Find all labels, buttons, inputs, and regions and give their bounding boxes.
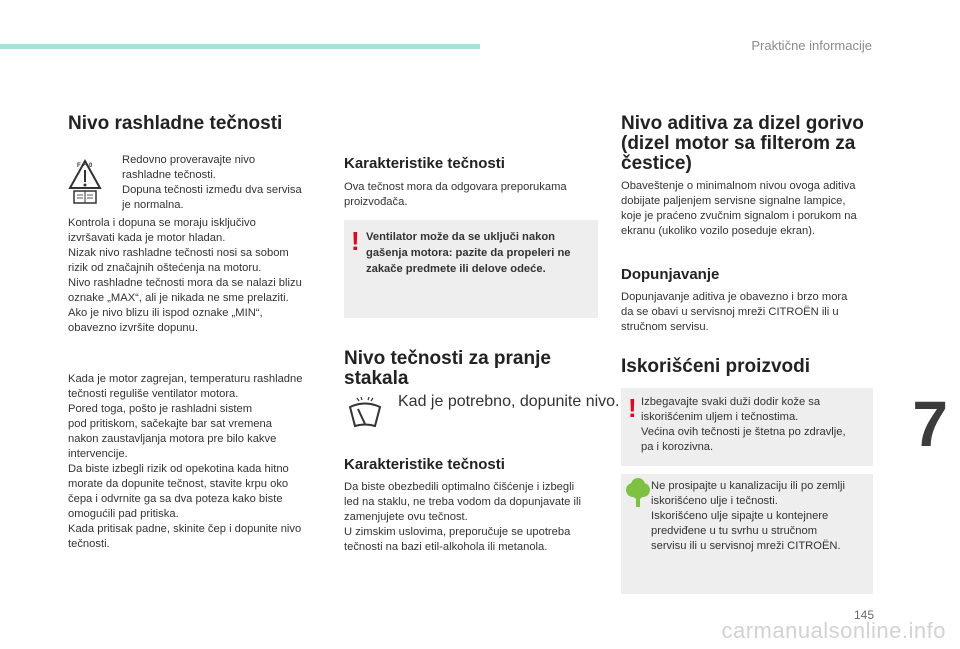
paragraph-line: omogućili pad pritiska. (68, 508, 179, 520)
paragraph-line: morate da dopunite tečnost, stavite krpu oko (68, 478, 289, 490)
warning-line: Ventilator može da se uključi nakon (366, 231, 555, 243)
paragraph-line: Pored toga, pošto je rashladni sistem (68, 403, 253, 415)
paragraph-line: tečnosti na bazi etil-alkohola ili metanola. (344, 541, 548, 553)
paragraph-line: obavezno izvršite dopunu. (68, 322, 198, 334)
washer-title-line: stakala (344, 368, 409, 389)
intro-line: Dopuna tečnosti između dva servisa (122, 184, 302, 196)
paragraph-line: Kada pritisak padne, skinite čep i dopunite nivo (68, 523, 302, 535)
paragraph-line: rizik od značajnih oštećenja na motoru. (68, 262, 262, 274)
coolant-warning-icon (68, 158, 102, 204)
paragraph-line: led na staklu, ne treba vodom da dopunjavate ili (344, 496, 581, 508)
warning-exclamation-icon: ! (351, 226, 360, 256)
warning-line: gašenja motora: pazite da propeleri ne (366, 247, 571, 259)
diesel-additive-text (621, 179, 881, 239)
washer-characteristics-title: Karakteristike tečnosti (344, 456, 505, 473)
header-accent-bar (0, 44, 480, 49)
paragraph-line: Ova tečnost mora da odgovara preporukama (344, 181, 567, 193)
svg-text:A: A (83, 162, 88, 168)
section-title: Praktične informacije (751, 38, 872, 53)
paragraph-line: koje je praćeno zvučnim signalom i porukom na (621, 210, 857, 222)
paragraph-line: čepa i odvrnite ga sa dva poteza kako biste (68, 493, 283, 505)
warning-line: Većina ovih tečnosti je štetna po zdravlje, (641, 426, 846, 438)
paragraph-line: intervencije. (68, 448, 128, 460)
washer-characteristics-text (344, 480, 606, 555)
used-products-title: Iskorišćeni proizvodi (621, 356, 810, 377)
title-line: čestice) (621, 153, 692, 174)
title-line: (dizel motor sa filterom za (621, 133, 856, 154)
paragraph-line: proizvođača. (344, 196, 408, 208)
warning-line: Izbegavajte svaki duži dodir kože sa (641, 396, 821, 408)
svg-text:0: 0 (89, 163, 93, 169)
paragraph-line: nakon zaustavljanja motora pre bilo kakve (68, 433, 277, 445)
coolant-para2 (68, 372, 333, 552)
washer-title (344, 349, 594, 389)
eco-line: Iskorišćeno ulje sipajte u kontejnere (651, 510, 829, 522)
used-products-warning-box (621, 388, 873, 466)
paragraph-line: Da biste izbegli rizik od opekotina kada hitno (68, 463, 289, 475)
fluid-characteristics-title: Karakteristike tečnosti (344, 155, 505, 172)
tree-eco-icon (624, 478, 652, 508)
paragraph-line: tečnosti reguliše ventilator motora. (68, 388, 239, 400)
eco-line: iskorišćeno ulje i tečnosti. (651, 495, 778, 507)
svg-text:F: F (77, 163, 81, 169)
watermark: carmanualsonline.info (721, 618, 946, 643)
paragraph-line: tečnosti. (68, 538, 110, 550)
paragraph-line: Da biste obezbedili optimalno čišćenje i izbegli (344, 481, 575, 493)
paragraph-line: oznake „MAX“, ali je nikada ne sme prelaziti. (68, 292, 289, 304)
paragraph-line: Obaveštenje o minimalnom nivou ovoga aditiva (621, 180, 856, 192)
intro-line: Redovno proveravajte nivo (122, 154, 256, 166)
paragraph-line: Kontrola i dopuna se moraju isključivo (68, 217, 256, 229)
eco-note-box (621, 474, 873, 594)
chapter-number: 7 (912, 388, 948, 460)
fan-warning-box (344, 220, 598, 318)
used-products-warning-text (641, 395, 871, 455)
washer-text: Kad je potrebno, dopunite nivo. (398, 393, 620, 410)
warning-line: iskorišćenim uljem i tečnostima. (641, 411, 799, 423)
paragraph-line: Nizak nivo rashladne tečnosti nosi sa sobom (68, 247, 289, 259)
coolant-title: Nivo rashladne tečnosti (68, 113, 283, 134)
paragraph-line: pod pritiskom, sačekajte bar sat vremena (68, 418, 272, 430)
paragraph-line: Nivo rashladne tečnosti mora da se nalazi blizu (68, 277, 302, 289)
warning-exclamation-icon: ! (628, 393, 637, 423)
paragraph-line: stručnom servisu. (621, 321, 709, 333)
paragraph-line: Ako je nivo blizu ili ispod oznake „MIN“, (68, 307, 263, 319)
paragraph-line: da se obavi u servisnoj mreži CITROËN ili u (621, 306, 839, 318)
eco-line: Ne prosipajte u kanalizaciju ili po zemlji (651, 480, 846, 492)
eco-line: predviđene u tu svrhu u stručnom (651, 525, 818, 537)
windscreen-washer-icon (347, 397, 383, 429)
paragraph-line: ekranu (ukoliko vozilo poseduje ekran). (621, 225, 816, 237)
topping-up-title: Dopunjavanje (621, 266, 720, 283)
coolant-intro (122, 153, 322, 213)
warning-line: pa i korozivna. (641, 441, 714, 453)
fluid-characteristics-text (344, 180, 604, 210)
intro-line: je normalna. (122, 199, 184, 211)
paragraph-line: U zimskim uslovima, preporučuje se upotreba (344, 526, 571, 538)
intro-line: rashladne tečnosti. (122, 169, 216, 181)
paragraph-line: Kada je motor zagrejan, temperaturu rashladne (68, 373, 303, 385)
paragraph-line: zamenjujete ovu tečnost. (344, 511, 468, 523)
topping-up-text (621, 290, 881, 335)
washer-title-line: Nivo tečnosti za pranje (344, 348, 551, 369)
paragraph-line: Dopunjavanje aditiva je obavezno i brzo mora (621, 291, 848, 303)
title-line: Nivo aditiva za dizel gorivo (621, 113, 864, 134)
page-number: 145 (853, 608, 874, 622)
fan-warning-text (366, 229, 594, 277)
paragraph-line: dobijate paljenjem servisne signalne lampice, (621, 195, 846, 207)
diesel-additive-title (621, 114, 891, 174)
coolant-para1 (68, 216, 333, 336)
eco-line: servisu ili u servisnoj mreži CITROËN. (651, 540, 841, 552)
warning-line: zakače predmete ili delove odeće. (366, 263, 546, 275)
eco-note-text (651, 479, 871, 554)
paragraph-line: izvršavati kada je motor hladan. (68, 232, 226, 244)
